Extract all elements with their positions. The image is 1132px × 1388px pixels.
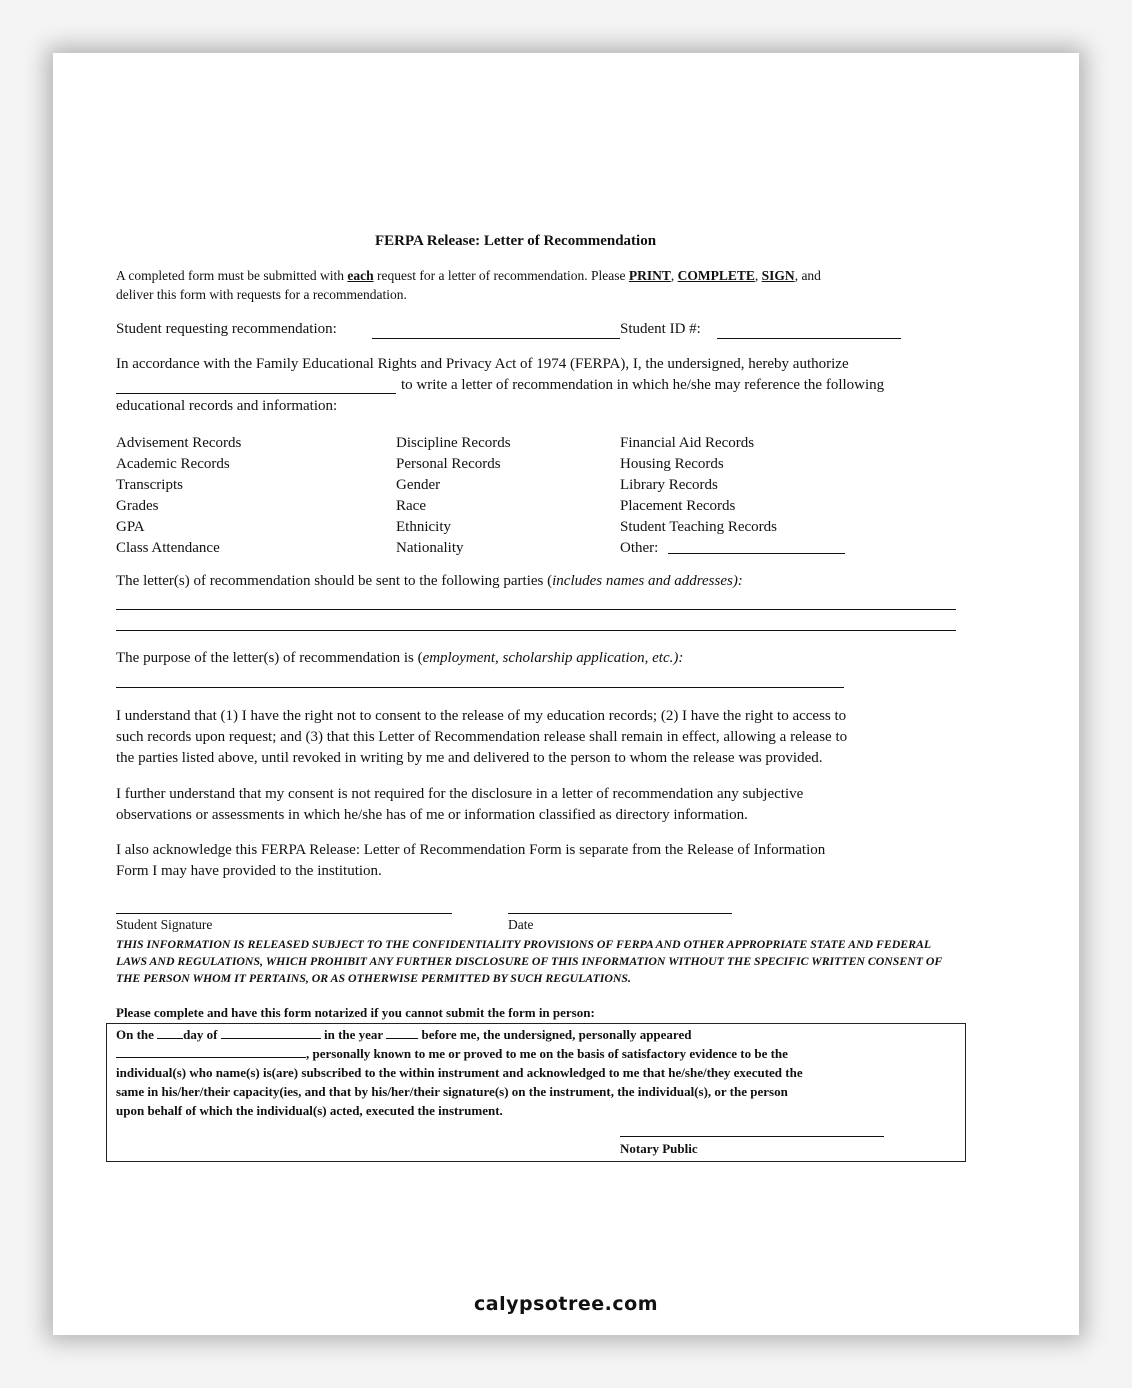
record-item: Other: xyxy=(620,540,659,556)
authorize-line-1: In accordance with the Family Educational Rights and Privacy Act of 1974 (FERPA), I, the undersigned, hereby authorize xyxy=(116,356,849,372)
watermark-text: calypsotree.com xyxy=(473,1293,658,1315)
notary-text: day of xyxy=(183,1027,218,1042)
notary-text: in the year xyxy=(323,1027,383,1042)
notary-text: , personally known to me or proved to me on the basis of satisfactory evidence to be the xyxy=(306,1046,788,1061)
notary-public-label: Notary Public xyxy=(620,1141,698,1156)
record-item: Advisement Records xyxy=(116,435,242,451)
notary-text: On the xyxy=(116,1027,154,1042)
record-item: Class Attendance xyxy=(116,540,220,556)
student-id-label: Student ID #: xyxy=(620,321,701,337)
record-item: Financial Aid Records xyxy=(620,435,755,451)
record-item: Nationality xyxy=(396,540,464,556)
intro-line-1 xyxy=(116,268,821,284)
intro-line-2: deliver this form with requests for a recommendation. xyxy=(116,287,407,302)
student-id-field[interactable] xyxy=(717,338,901,339)
form-title: FERPA Release: Letter of Recommendation xyxy=(375,233,657,249)
date-field[interactable] xyxy=(508,913,732,914)
parties-field-line-2[interactable] xyxy=(116,630,956,631)
record-item: Placement Records xyxy=(620,498,736,514)
intro-text: A completed form must be submitted with xyxy=(116,268,348,283)
parties-label xyxy=(116,573,743,590)
signature-label: Student Signature xyxy=(116,917,213,932)
intro-text: request for a letter of recommendation. Please xyxy=(373,268,629,283)
notary-appeared-name-field[interactable] xyxy=(116,1057,306,1058)
paragraph-line: I understand that (1) I have the right not to consent to the release of my education records; (2) I have the right to access to xyxy=(116,708,847,724)
intro-comma: , xyxy=(754,268,762,283)
records-column-3 xyxy=(620,433,777,559)
authorize-line-3: educational records and information: xyxy=(116,398,338,414)
parties-text: The letter(s) of recommendation should be sent to the following parties ( xyxy=(116,573,553,589)
parties-hint: includes names and addresses): xyxy=(552,573,743,589)
notary-year-field[interactable] xyxy=(386,1038,418,1039)
authorize-line-2: to write a letter of recommendation in which he/she may reference the following xyxy=(401,377,885,393)
record-item: Transcripts xyxy=(116,477,183,493)
record-item: Housing Records xyxy=(620,456,724,472)
record-item: Academic Records xyxy=(116,456,230,472)
notary-text: before me, the undersigned, personally appeared xyxy=(421,1027,692,1042)
record-item: Ethnicity xyxy=(396,519,451,535)
purpose-text: The purpose of the letter(s) of recommendation is ( xyxy=(116,650,423,666)
student-signature-field[interactable] xyxy=(116,913,452,914)
notary-line-5: upon behalf of which the individual(s) acted, executed the instrument. xyxy=(116,1103,503,1118)
record-item: Race xyxy=(396,498,426,514)
record-item: GPA xyxy=(116,519,145,535)
notary-line-2 xyxy=(116,1046,788,1062)
recommender-name-field[interactable] xyxy=(116,393,396,394)
acknowledge-paragraph xyxy=(116,840,825,882)
record-item: Gender xyxy=(396,477,441,493)
notary-signature-field[interactable] xyxy=(620,1136,884,1137)
notary-line-3: individual(s) who name(s) is(are) subscribed to the within instrument and acknowledged to me that he/she/they executed the xyxy=(116,1065,803,1080)
records-column-1 xyxy=(116,433,241,559)
record-item: Personal Records xyxy=(396,456,501,472)
understand-paragraph xyxy=(116,706,847,769)
purpose-hint: employment, scholarship application, etc.): xyxy=(422,650,684,666)
notary-month-field[interactable] xyxy=(221,1038,321,1039)
record-item: Student Teaching Records xyxy=(620,519,777,535)
further-paragraph xyxy=(116,784,803,826)
legal-notice: THIS INFORMATION IS RELEASED SUBJECT TO THE CONFIDENTIALITY PROVISIONS OF FERPA AND OTHER APPROPRIATE STATE AND FEDERAL LAWS AND REGULATIONS, WHICH PROHIBIT ANY FURTHER DISCLOSURE OF THIS INFORMATION WITHOUT THE SPECIFIC WRITTEN CONSENT OF THE PERSON WHOM IT PERTAINS, OR AS OTHERWISE PERMITTED BY SUCH REGULATIONS. xyxy=(116,937,943,985)
paragraph-line: I also acknowledge this FERPA Release: Letter of Recommendation Form is separate from the Release of Information xyxy=(116,842,826,858)
parties-field-line-1[interactable] xyxy=(116,609,956,610)
intro-text: , and xyxy=(794,268,821,283)
purpose-label xyxy=(116,650,683,667)
date-label: Date xyxy=(508,917,534,932)
purpose-field[interactable] xyxy=(116,687,844,688)
paragraph-line: the parties listed above, until revoked in writing by me and delivered to the person to whom the release was provided. xyxy=(116,750,823,766)
record-item: Library Records xyxy=(620,477,718,493)
student-name-field[interactable] xyxy=(372,338,620,339)
intro-sign: SIGN xyxy=(761,268,795,283)
notary-day-field[interactable] xyxy=(157,1038,183,1039)
intro-print: PRINT xyxy=(628,268,671,283)
paragraph-line: observations or assessments in which he/she has of me or information classified as directory information. xyxy=(116,807,748,823)
records-column-2 xyxy=(396,433,511,559)
notarize-instruction: Please complete and have this form notarized if you cannot submit the form in person: xyxy=(116,1005,595,1020)
notary-line-4: same in his/her/their capacity(ies, and that by his/her/their signature(s) on the instrument, the individual(s), or the person xyxy=(116,1084,788,1099)
intro-comma: , xyxy=(670,268,678,283)
paragraph-line: I further understand that my consent is not required for the disclosure in a letter of recommendation any subjective xyxy=(116,786,804,802)
intro-each: each xyxy=(347,268,374,283)
student-label: Student requesting recommendation: xyxy=(116,321,337,337)
paragraph-line: such records upon request; and (3) that this Letter of Recommendation release shall remain in effect, allowing a release to xyxy=(116,729,848,745)
intro-complete: COMPLETE xyxy=(677,268,755,283)
notary-line-1 xyxy=(116,1027,691,1043)
record-item: Grades xyxy=(116,498,159,514)
paragraph-line: Form I may have provided to the institution. xyxy=(116,863,382,879)
record-item: Discipline Records xyxy=(396,435,511,451)
other-records-field[interactable] xyxy=(668,553,845,554)
